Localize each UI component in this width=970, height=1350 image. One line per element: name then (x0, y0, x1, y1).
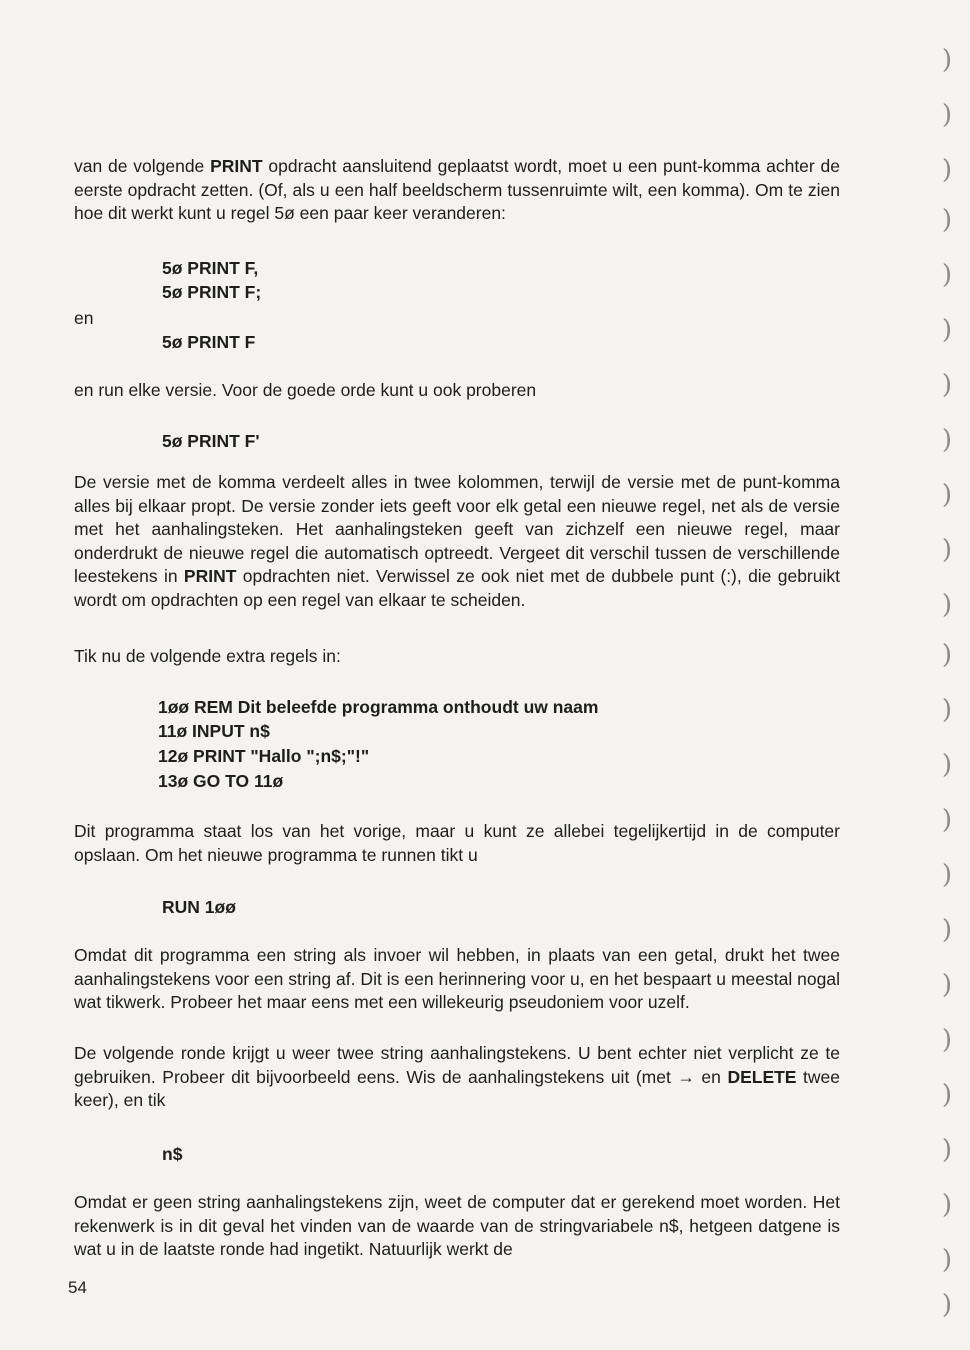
code-line-50-plain: 5ø PRINT F (162, 332, 256, 352)
text-run: opdracht aansluitend geplaatst wordt, moet u een punt-komma achter de eerste opdracht zetten. (Of, als u een half beeldscherm tussenruimte wilt, een komma). Om te zien hoe dit werkt kunt u regel 5ø een paar keer veranderen: (74, 156, 840, 223)
keyword-delete: DELETE (727, 1066, 797, 1087)
paragraph-run-versions: en run elke versie. Voor de goede orde kunt u ook proberen (74, 380, 537, 400)
text-run: van de volgende (74, 156, 211, 176)
keyword-print: PRINT (183, 566, 237, 586)
program-line-110: 11ø INPUT n$ (158, 721, 270, 741)
program-line-130: 13ø GO TO 11ø (158, 771, 284, 791)
paragraph-next-round (74, 1042, 840, 1113)
text-run: opdrachten niet. Verwissel ze ook niet met de dubbele punt (:), die gebruikt wordt om opdrachten op een regel van elkaar te scheiden. (74, 566, 840, 610)
text-run: De versie met de komma verdeelt alles in twee kolommen, terwijl de versie met de punt-komma alles bij elkaar propt. De versie zonder iets geeft voor elk getal een nieuwe regel, net als de versie met het aanhalingsteken. Het aanhalingsteken geeft van zichzelf een nieuwe regel, maar onderdrukt de nieuwe regel die automatisch optreedt. Vergeet dit verschil tussen de verschillende leestekens in (74, 472, 840, 586)
paragraph-comma-explanation (74, 471, 840, 612)
code-line-50-comma: 5ø PRINT F, (162, 258, 259, 278)
paragraph-type-lines: Tik nu de volgende extra regels in: (74, 646, 341, 666)
code-line-50-semicolon: 5ø PRINT F; (162, 282, 262, 302)
text-run: twee keer), en tik (74, 1066, 840, 1110)
program-line-120: 12ø PRINT "Hallo ";n$;"!" (158, 746, 370, 766)
keyword-print: PRINT (210, 156, 263, 176)
text-run: De volgende ronde krijgt u weer twee string aanhalingstekens. U bent echter niet verplicht ze te gebruiken. Probeer dit bijvoorbeeld eens. Wis de aanhalingstekens uit (met → en (74, 1043, 840, 1087)
program-line-100: 1øø REM Dit beleefde programma onthoudt uw naam (158, 697, 599, 717)
page-number: 54 (68, 1278, 87, 1297)
paragraph-intro (74, 155, 840, 226)
paragraph-separate-program: Dit programma staat los van het vorige, maar u kunt ze allebei tegelijkertijd in de computer opslaan. Om het nieuwe programma te runnen tikt u (74, 821, 840, 865)
paragraph-calculation: Omdat er geen string aanhalingstekens zijn, weet de computer dat er gerekend moet worden. Het rekenwerk is in dit geval het vinden van de waarde van de stringvariabele n$, hetgeen datgene is wat u in de laatste ronde had ingetikt. Natuurlijk werkt de (74, 1192, 840, 1259)
connector-word-en: en (74, 308, 94, 328)
code-line-50-apostrophe: 5ø PRINT F' (162, 431, 260, 451)
paragraph-string-input: Omdat dit programma een string als invoer wil hebben, in plaats van een getal, drukt het twee aanhalingstekens voor een string af. Dit is een herinnering voor u, en het bespaart u meestal nogal wat tikwerk. Probeer het maar eens met een willekeurig pseudoniem voor uzelf. (74, 945, 840, 1012)
binding-marks: ) ) ) ) ) ) ) ) ) ) ) ) ) ) ) ) ) ) ) ) ) ) ) ) (941, 45, 952, 1320)
code-n-string: n$ (162, 1144, 183, 1164)
code-run-100: RUN 1øø (162, 897, 236, 917)
